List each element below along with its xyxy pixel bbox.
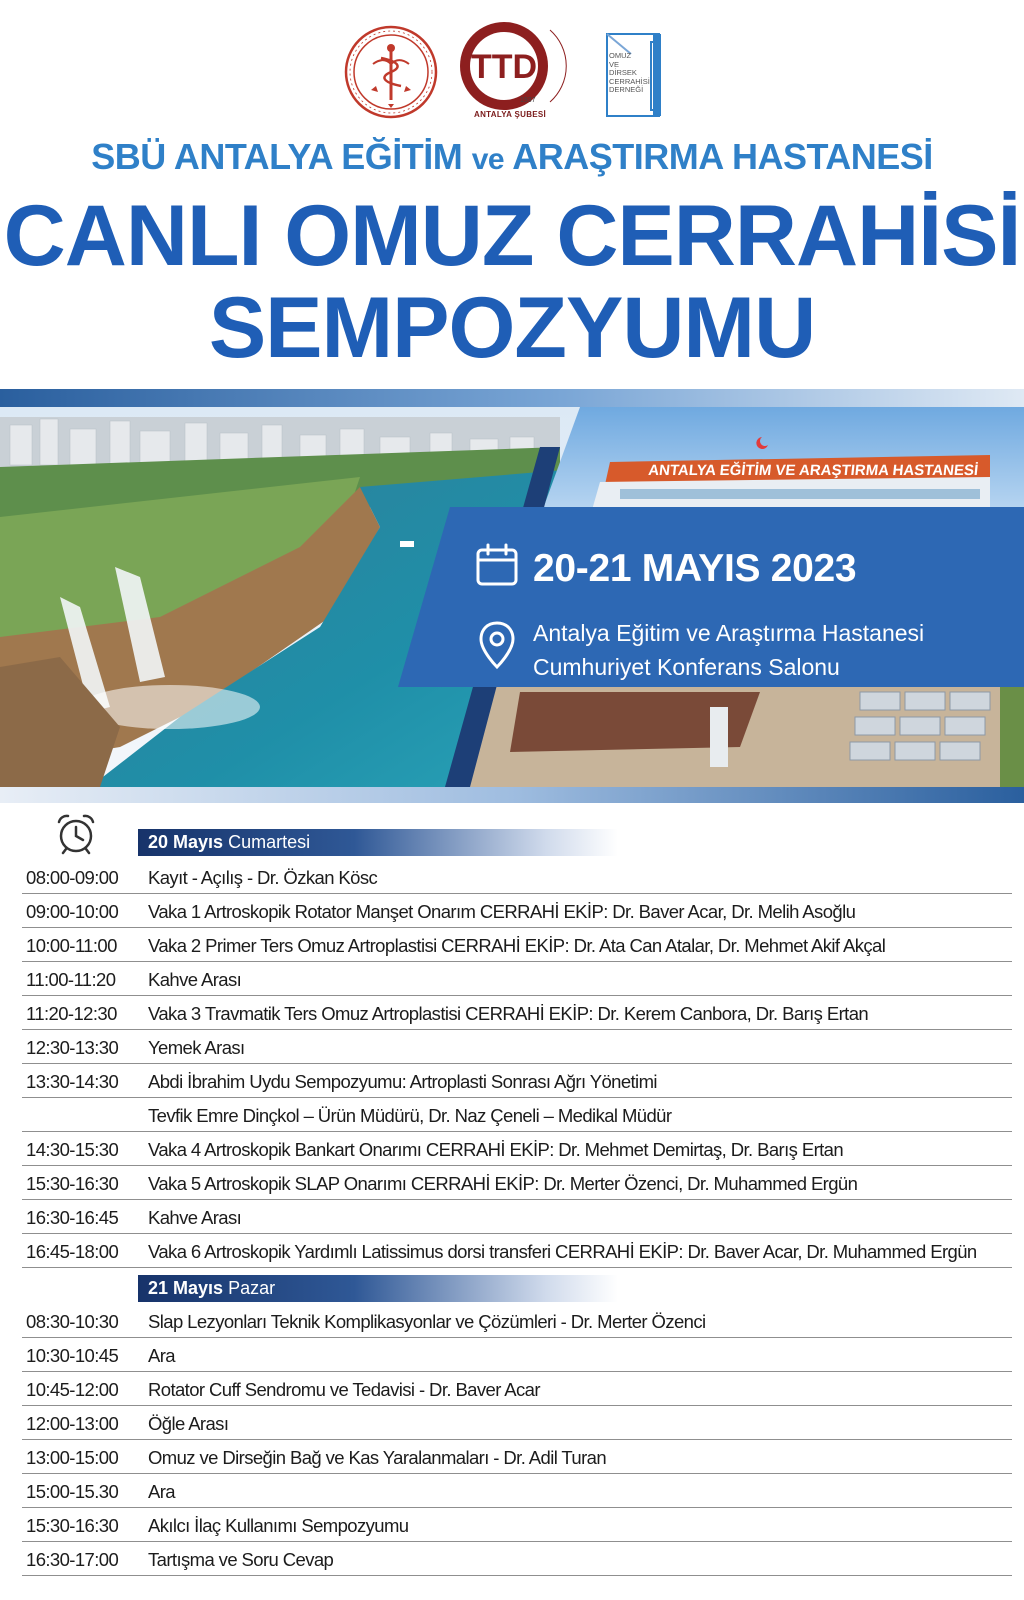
session-time: 08:30-10:30 [26,1311,119,1332]
schedule-row [22,1406,1012,1440]
hospital-building-sign: ANTALYA EĞİTİM VE ARAŞTIRMA HASTANESİ [647,462,980,479]
session-desc: Yemek Arası [148,1037,245,1058]
session-desc: Vaka 2 Primer Ters Omuz Artroplastisi CERRAHİ EKİP: Dr. Ata Can Atalar, Dr. Mehmet Akif Akçal [148,935,886,956]
session-time: 16:30-16:45 [26,1207,119,1228]
schedule-row [22,1474,1012,1508]
odcd-logo-text: OMUZ VE DİRSEK CERRAHİSİ DERNEĞİ [609,51,650,94]
ttd-logo-year: 1937 [520,97,536,104]
session-time: 11:20-12:30 [26,1003,117,1024]
session-desc: Kahve Arası [148,1207,242,1228]
ttd-logo-letters: TTD [470,48,538,86]
session-desc: Öğle Arası [148,1413,229,1434]
session-desc: Abdi İbrahim Uydu Sempozyumu: Artroplasti Sonrası Ağrı Yönetimi [148,1071,657,1092]
session-time: 09:00-10:00 [26,901,119,922]
session-time: 15:00-15.30 [26,1481,119,1502]
session-time: 13:00-15:00 [26,1447,119,1468]
hospital-name-heading [0,136,1024,178]
day-date: 20 Mayıs [148,832,224,852]
session-desc: Kahve Arası [148,969,242,990]
session-time: 10:45-12:00 [26,1379,119,1400]
session-time: 10:00-11:00 [26,935,117,956]
schedule-row [22,1064,1012,1098]
symposium-title [0,190,1024,374]
session-desc: Kayıt - Açılış - Dr. Özkan Kösc [148,867,378,888]
schedule-row [22,1030,1012,1064]
ttd-branch-label: ANTALYA ŞUBESİ [474,110,547,119]
banner-top-stripe [0,389,1024,407]
hospital-name-part2: ARAŞTIRMA HASTANESİ [512,136,933,177]
symposium-title-line1: CANLI OMUZ CERRAHİSİ [3,188,1021,284]
session-desc: Omuz ve Dirseğin Bağ ve Kas Yaralanmaları - Dr. Adil Turan [148,1447,607,1468]
banner-image [0,407,1024,787]
session-desc: Tevfik Emre Dinçkol – Ürün Müdürü, Dr. Naz Çeneli – Medikal Müdür [148,1105,672,1126]
session-time: 12:30-13:30 [26,1037,119,1058]
symposium-title-line2: SEMPOZYUMU [208,280,816,376]
schedule-row [22,1234,1012,1268]
session-time: 14:30-15:30 [26,1139,119,1160]
session-desc: Vaka 6 Artroskopik Yardımlı Latissimus dorsi transferi CERRAHİ EKİP: Dr. Baver Acar, Dr. Muhammed Ergün [148,1241,977,1262]
session-desc: Vaka 4 Artroskopik Bankart Onarımı CERRAHİ EKİP: Dr. Mehmet Demirtaş, Dr. Barış Ertan [148,1139,844,1160]
schedule-row [22,962,1012,996]
day-weekday: Pazar [228,1278,276,1298]
session-desc: Vaka 3 Travmatik Ters Omuz Artroplastisi CERRAHİ EKİP: Dr. Kerem Canbora, Dr. Barış Ertan [148,1003,869,1024]
schedule-row [22,1542,1012,1576]
schedule-day1 [22,860,1012,1268]
schedule-row [22,1304,1012,1338]
schedule-row [22,928,1012,962]
session-desc: Vaka 1 Artroskopik Rotator Manşet Onarım CERRAHİ EKİP: Dr. Baver Acar, Dr. Melih Asoğlu [148,901,856,922]
session-desc: Ara [148,1345,175,1366]
banner-illustration [0,407,1024,787]
schedule-row [22,860,1012,894]
schedule-row [22,1440,1012,1474]
session-time: 11:00-11:20 [26,969,116,990]
schedule-row [22,1372,1012,1406]
ttd-antalya-logo [458,20,576,120]
hospital-name-ve: ve [471,143,505,176]
session-time: 16:45-18:00 [26,1241,119,1262]
calendar-icon [475,543,519,587]
session-time: 15:30-16:30 [26,1173,119,1194]
session-time: 08:00-09:00 [26,867,119,888]
session-time: 15:30-16:30 [26,1515,119,1536]
schedule-row [22,996,1012,1030]
schedule-row [22,1200,1012,1234]
banner-bottom-stripe [0,787,1024,803]
session-time: 13:30-14:30 [26,1071,119,1092]
event-date: 20-21 MAYIS 2023 [533,547,857,590]
ministry-of-health-logo [343,24,439,120]
session-desc: Slap Lezyonları Teknik Komplikasyonlar ve Çözümleri - Dr. Merter Özenci [148,1311,706,1332]
schedule-row [22,1098,1012,1132]
schedule-row [22,1132,1012,1166]
session-time: 16:30-17:00 [26,1549,119,1570]
day-weekday: Cumartesi [228,832,311,852]
schedule-day2 [22,1304,1012,1576]
session-time: 10:30-10:45 [26,1345,119,1366]
hospital-name-part1: SBÜ ANTALYA EĞİTİM [91,136,463,177]
day-header-sunday [138,1275,618,1302]
odcd-logo [603,30,673,118]
logo-bar [0,20,1024,125]
venue-hall: Cumhuriyet Konferans Salonu [533,654,840,680]
session-desc: Akılcı İlaç Kullanımı Sempozyumu [148,1515,409,1536]
venue-name: Antalya Eğitim ve Araştırma Hastanesi [533,620,925,646]
alarm-clock-icon [54,812,98,856]
schedule-row [22,1166,1012,1200]
schedule-row [22,894,1012,928]
location-pin-icon [477,620,517,670]
day-date: 21 Mayıs [148,1278,224,1298]
session-desc: Vaka 5 Artroskopik SLAP Onarımı CERRAHİ EKİP: Dr. Merter Özenci, Dr. Muhammed Ergün [148,1173,858,1194]
session-desc: Rotator Cuff Sendromu ve Tedavisi - Dr. Baver Acar [148,1379,540,1400]
session-desc: Tartışma ve Soru Cevap [148,1549,334,1570]
session-time: 12:00-13:00 [26,1413,119,1434]
schedule-row [22,1508,1012,1542]
schedule-row [22,1338,1012,1372]
session-desc: Ara [148,1481,175,1502]
day-header-saturday [138,829,618,856]
